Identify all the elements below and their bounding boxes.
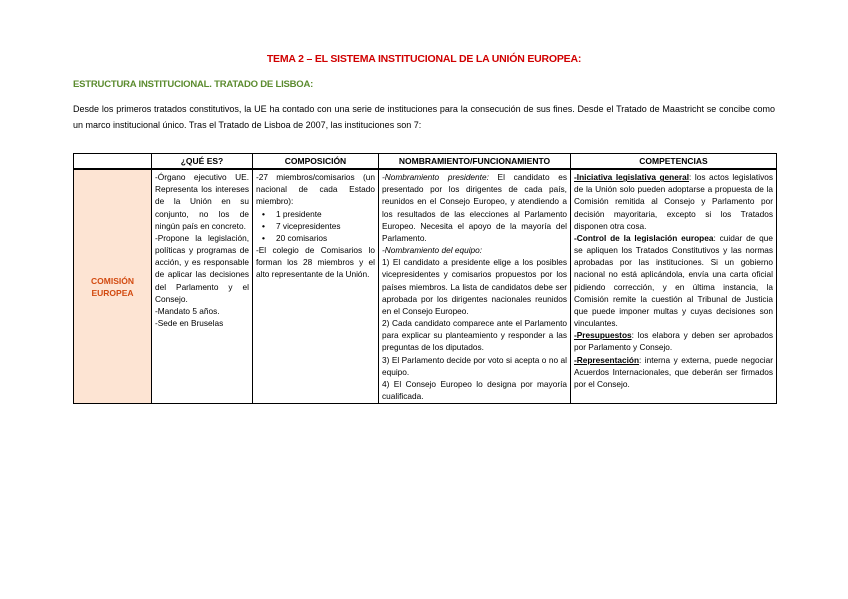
competencia-text: : interna y externa, puede negociar Acuerdos Internacionales, que deberán ser firmados por el Consejo. bbox=[574, 354, 773, 389]
competencia-label: -Control de la legislación europea bbox=[574, 232, 714, 243]
page-title: TEMA 2 – EL SISTEMA INSTITUCIONAL DE LA UNIÓN EUROPEA: bbox=[266, 53, 582, 65]
cell-nombramiento bbox=[379, 169, 571, 403]
row-label-line: EUROPEA bbox=[91, 287, 134, 298]
competencia-item bbox=[574, 232, 773, 329]
header-nombramiento: NOMBRAMIENTO/FUNCIONAMIENTO bbox=[379, 154, 571, 170]
list-item bbox=[276, 208, 375, 220]
intro-paragraph: Desde los primeros tratados constitutivos, la UE ha contado con una serie de instituciones para la consecución de sus fines. Desde el Tratado de Maastricht se concibe como un marco institucional único. Tras el Tratado de Lisboa de 2007, las instituciones son 7: bbox=[73, 104, 775, 130]
que-es-item: -Propone la legislación, políticas y programas de acción, y es responsable de aplicar las decisiones del Parlamento y el Consejo. bbox=[155, 232, 249, 304]
nombramiento-step: 3) El Parlamento decide por voto si acepta o no al equipo. bbox=[382, 354, 567, 377]
cell-que-es bbox=[152, 169, 253, 403]
competencia-text: : cuidar de que se apliquen los Tratados Constitutivos y las normas aprobadas por las instituciones. Si un gobierno nacional no está aplicándola, envía una carta oficial pidiendo corrección, y en última instancia, la Comisión remite la cuestión al Tribunal de Justicia que puede imponer multas y cuyas decisiones son vinculantes. bbox=[574, 232, 773, 329]
list-item-text: 1 presidente bbox=[276, 208, 322, 219]
list-item bbox=[276, 220, 375, 232]
que-es-item: -Órgano ejecutivo UE. Representa los intereses de la Unión en su conjunto, no los de ningún país en concreto. bbox=[155, 172, 249, 231]
section-subtitle: ESTRUCTURA INSTITUCIONAL. TRATADO DE LISBOA: bbox=[73, 79, 314, 90]
table-row bbox=[74, 169, 777, 403]
nombramiento-presidente-text: El candidato es presentado por los dirigentes de cada país, reunidos en el Consejo Europeo, y atendiendo a los resultados de las elecciones al Parlamento Europeo. Necesita el apoyo de la mayoría del Parlamento. bbox=[382, 172, 567, 243]
cell-composicion bbox=[253, 169, 379, 403]
nombramiento-equipo-label: -Nombramiento del equipo: bbox=[382, 245, 483, 256]
competencia-item bbox=[574, 171, 773, 232]
que-es-item: -Sede en Bruselas bbox=[155, 318, 224, 329]
list-item-text: 7 vicepresidentes bbox=[276, 220, 341, 231]
competencia-label: -Representación bbox=[574, 354, 640, 365]
nombramiento-step: 2) Cada candidato comparece ante el Parlamento para explicar su planteamiento y responder a las preguntas de los diputados. bbox=[382, 318, 567, 353]
nombramiento-step: 1) El candidato a presidente elige a los posibles vicepresidentes y comisarios propuestos por los países miembros. La lista de candidatos debe ser aprobada por los dirigentes nacionales reunidos en el Consejo Europeo. bbox=[382, 257, 567, 316]
competencia-text: : los elabora y deben ser aprobados por Parlamento y Consejo. bbox=[574, 330, 773, 353]
composicion-outro: -El colegio de Comisarios lo forman los 28 miembros y el alto representante de la Unión. bbox=[256, 245, 375, 280]
table-header-row bbox=[74, 154, 777, 170]
list-item bbox=[276, 232, 375, 244]
nombramiento-presidente-label: -Nombramiento presidente: bbox=[382, 172, 489, 183]
header-composicion: COMPOSICIÓN bbox=[253, 154, 379, 170]
header-que-es: ¿QUÉ ES? bbox=[152, 154, 253, 170]
competencia-item bbox=[574, 354, 773, 390]
competencia-text: : los actos legislativos de la Unión solo pueden adoptarse a propuesta de la Comisión remitida al Consejo y Parlamento por decisión mayoritaria, excepto si los Tratados disponen otra cosa. bbox=[574, 172, 773, 231]
competencia-label: -Iniciativa legislativa general bbox=[574, 172, 690, 183]
composicion-intro: -27 miembros/comisarios (un nacional de cada Estado miembro): bbox=[256, 172, 375, 207]
row-label-comision-europea bbox=[74, 169, 152, 403]
nombramiento-presidente bbox=[382, 171, 567, 244]
header-competencias: COMPETENCIAS bbox=[571, 154, 777, 170]
nombramiento-step: 4) El Consejo Europeo lo designa por mayoría cualificada. bbox=[382, 378, 567, 401]
cell-competencias bbox=[571, 169, 777, 403]
row-label-line: COMISIÓN bbox=[91, 275, 134, 286]
header-empty bbox=[74, 154, 152, 170]
list-item-text: 20 comisarios bbox=[276, 232, 328, 243]
institutions-table bbox=[73, 153, 777, 404]
composicion-list bbox=[256, 208, 375, 244]
competencia-label: -Presupuestos bbox=[574, 330, 632, 341]
competencia-item bbox=[574, 329, 773, 353]
que-es-item: -Mandato 5 años. bbox=[155, 305, 220, 316]
